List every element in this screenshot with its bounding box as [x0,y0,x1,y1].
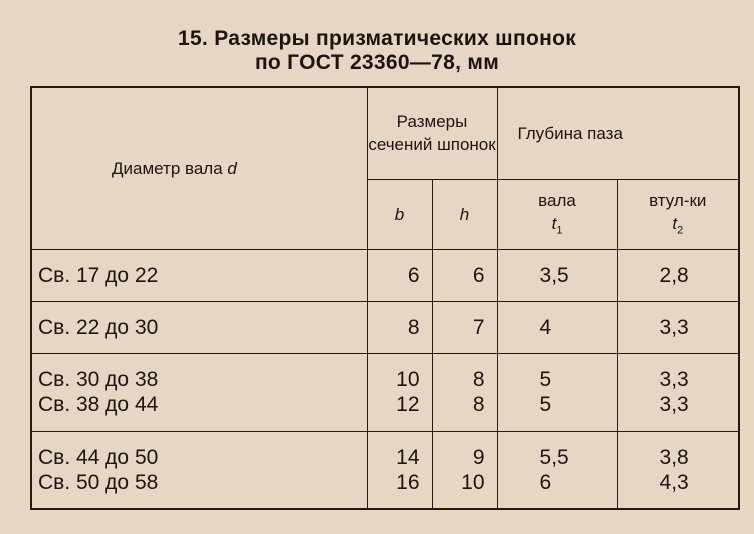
header-b: b [367,179,432,249]
cell-h: 7 [432,301,497,353]
cell-b: 10 12 [367,353,432,431]
cell-t2: 2,8 [617,249,739,301]
cell-b: 6 [367,249,432,301]
cell-h: 9 10 [432,431,497,509]
cell-t1: 4 [497,301,617,353]
cell-t2: 3,3 [617,301,739,353]
table-row-group [31,431,739,509]
header-h: h [432,179,497,249]
header-shaft-diameter: Диаметр вала d [31,87,367,249]
cell-t2: 3,3 3,3 [617,353,739,431]
cell-diameter: Св. 17 до 22 [31,249,367,301]
table-row-group [31,353,739,431]
header-groove-depth: Глубина паза [497,87,739,179]
cell-diameter: Св. 44 до 50 Св. 50 до 58 [31,431,367,509]
cell-t1: 5 5 [497,353,617,431]
cell-h: 8 8 [432,353,497,431]
cell-t1: 5,5 6 [497,431,617,509]
table-title-line1: 15. Размеры призматических шпонок [177,27,577,50]
table-row [31,301,739,353]
cell-diameter: Св. 22 до 30 [31,301,367,353]
table-title-line2: по ГОСТ 23360—78, мм [254,51,500,74]
cell-b: 8 [367,301,432,353]
cell-b: 14 16 [367,431,432,509]
header-shaft-depth: вала $t_1$ [497,179,617,249]
cell-t2: 3,8 4,3 [617,431,739,509]
header-hub-depth: втул-ки $t_2$ [617,179,739,249]
cell-t1: 3,5 [497,249,617,301]
cell-diameter: Св. 30 до 38 Св. 38 до 44 [31,353,367,431]
key-sizes-table [30,86,740,510]
cell-h: 6 [432,249,497,301]
header-section-sizes: Размеры сечений шпонок [367,87,497,179]
table-row [31,249,739,301]
